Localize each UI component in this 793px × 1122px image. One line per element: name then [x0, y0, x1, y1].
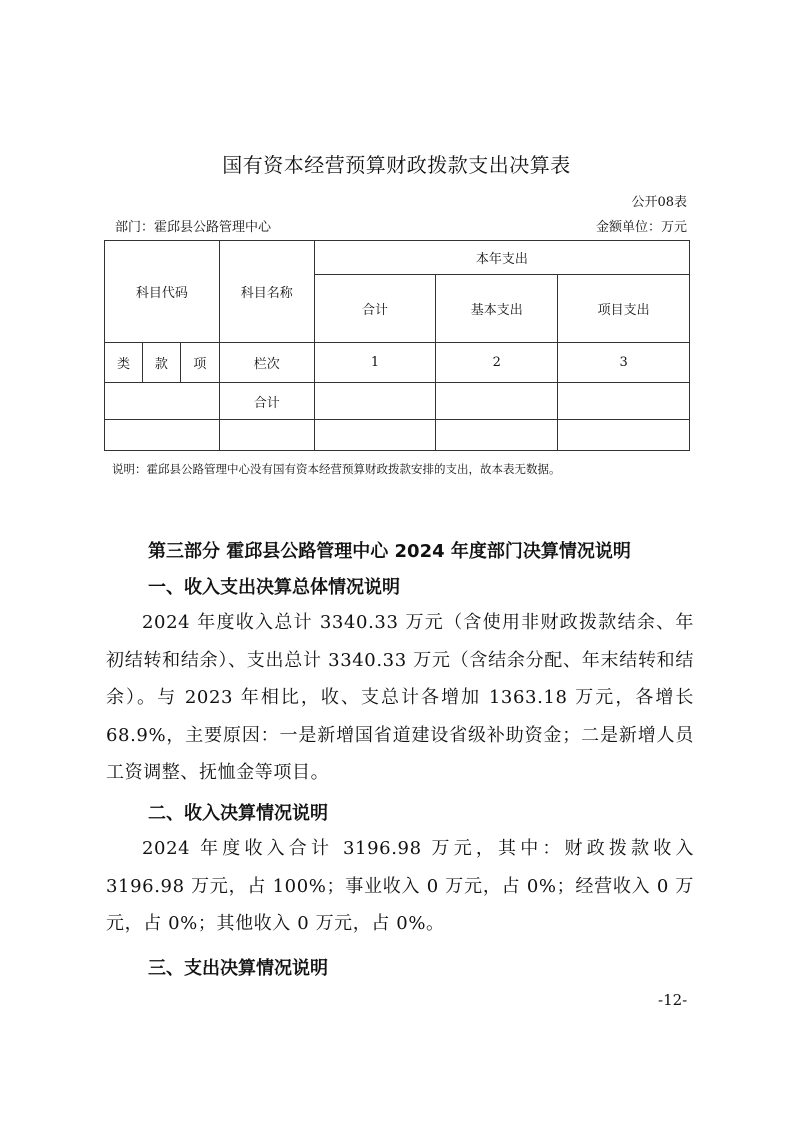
header-item: 项 — [180, 343, 219, 383]
row-project — [558, 420, 690, 451]
header-basic-expense: 基本支出 — [436, 275, 558, 343]
table-row — [105, 420, 690, 451]
section-heading-2: 二、收入决算情况说明 — [148, 803, 328, 824]
department-label: 部门：霍邱县公路管理中心 — [115, 220, 272, 235]
header-current-year-expense: 本年支出 — [314, 241, 689, 275]
section-paragraph-1: 2024 年度收入总计 3340.33 万元（含使用非财政拨款结余、年初结转和结余）、支出总计 3340.33 万元（含结余分配、年末结转和结余）。与 2023 年相比，收、支总计各增加 1363.18 万元，各增长 68.9%，主要原因：一是新增国省道建设省级补助资金；二是新增人员工资调整、抚恤金等项目。 — [106, 612, 694, 783]
row-code — [105, 383, 220, 420]
part-title: 第三部分 霍邱县公路管理中心 2024 年度部门决算情况说明 — [148, 541, 631, 562]
header-section: 款 — [142, 343, 180, 383]
header-total: 合计 — [314, 275, 436, 343]
table-row — [105, 383, 690, 420]
row-code — [105, 420, 220, 451]
column-index-3: 3 — [558, 343, 690, 383]
header-project-expense: 项目支出 — [558, 275, 690, 343]
unit-label: 金额单位：万元 — [595, 220, 687, 235]
section-heading-1: 一、收入支出决算总体情况说明 — [148, 577, 400, 598]
row-basic — [436, 420, 558, 451]
header-subject-name: 科目名称 — [219, 241, 314, 343]
row-basic — [436, 383, 558, 420]
page-number: -12- — [658, 991, 688, 1009]
header-column-index: 栏次 — [219, 343, 314, 383]
row-name: 合计 — [219, 383, 314, 420]
row-total — [314, 420, 436, 451]
column-index-2: 2 — [436, 343, 558, 383]
table-note: 说明：霍邱县公路管理中心没有国有资本经营预算财政拨款安排的支出，故本表无数据。 — [112, 462, 561, 476]
header-subject-code: 科目代码 — [105, 241, 220, 343]
section-paragraph-2: 2024 年度收入合计 3196.98 万元，其中：财政拨款收入 3196.98 万元，占 100%；事业收入 0 万元，占 0%；经营收入 0 万元，占 0%；其他收入 0 万元，占 0%。 — [106, 838, 694, 934]
section-heading-3: 三、支出决算情况说明 — [148, 958, 328, 979]
column-index-1: 1 — [314, 343, 436, 383]
row-total — [314, 383, 436, 420]
header-category: 类 — [105, 343, 143, 383]
row-project — [558, 383, 690, 420]
row-name — [219, 420, 314, 451]
expense-table — [104, 240, 690, 451]
form-number: 公开08表 — [631, 195, 687, 210]
table-title: 国有资本经营预算财政拨款支出决算表 — [222, 153, 571, 177]
